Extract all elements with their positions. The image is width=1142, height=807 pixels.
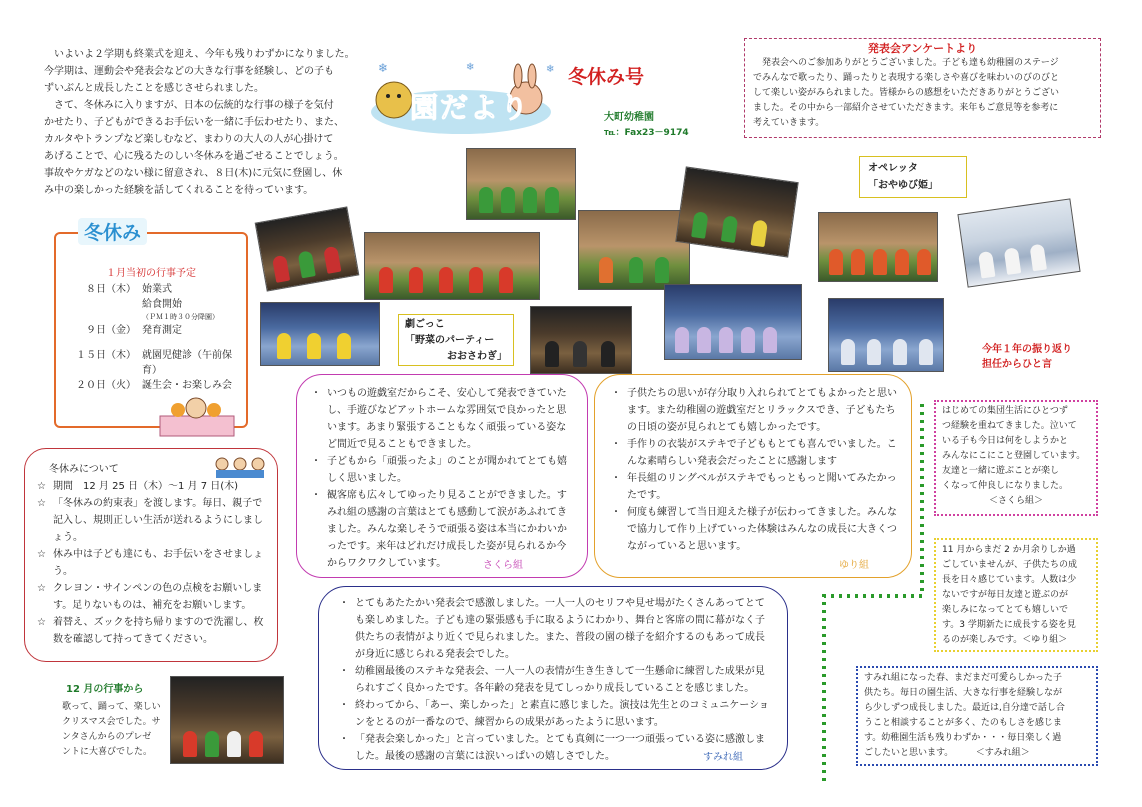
review-heading-line: 担任からひと言: [982, 359, 1052, 370]
schedule-row: [70, 338, 246, 348]
svg-text:❄: ❄: [466, 62, 475, 73]
photo-vegetable-costumes: [466, 148, 576, 220]
intro-line: かせたり、子どもができるお手伝いを一緒に手伝わせたり、また、: [44, 117, 344, 128]
teacher-sumire-line: 供たち。毎日の園生活、大きな行事を経験しなが: [864, 688, 1063, 698]
survey-line: 発表会へのご参加ありがとうございました。子ども達も幼稚園のステージ: [762, 58, 1059, 68]
teacher-sakura-line: いる子も今日は何をしようかと: [942, 436, 1069, 446]
teacher-yuri-line: す。3 学期新たに成長する姿を見: [942, 620, 1076, 630]
photo-hats-group: [255, 206, 360, 291]
yuri-class-label: ゆり組: [839, 560, 869, 571]
survey-comment: ・ 「発表会楽しかった」と言っていました。とても真剣に一つ一つ頑張っている姿に感激しました。最後の感謝の言葉には涙いっぱいの嬉しさでした。: [337, 731, 769, 765]
survey-intro-box: [744, 38, 1101, 138]
schedule-subtitle: １月当初の行事予定: [106, 268, 196, 279]
december-text: [62, 700, 168, 760]
sakura-survey-list: [309, 385, 575, 572]
photo-stage-wide: [664, 284, 802, 360]
photo-stage-dance: [675, 166, 798, 257]
schedule-row: ２０日（火） 誕生会・お楽しみ会: [76, 380, 232, 391]
survey-comment: ・ 手作りの衣装がステキで子どももとても喜んでいました。こんな素晴らしい発表会だったことに感謝します: [609, 436, 897, 470]
kotatsu-illustration: [152, 390, 242, 446]
december-line: ントに大喜びでした。: [62, 747, 153, 757]
teacher-sumire-line: ごしたいと思います。 ＜すみれ組＞: [864, 748, 1030, 758]
masthead-logo: [366, 60, 556, 140]
issue-title: 冬休み号: [568, 66, 645, 88]
operetta-label-line: 「おやゆび姫」: [868, 180, 938, 191]
schedule-row: （ＰＭ１時３０分降園）: [142, 313, 219, 321]
teacher-sumire-line: すみれ組になった春、まだまだ可愛らしかった子: [864, 673, 1063, 683]
survey-comment: ・ 終わってから、「あー、楽しかった」と素直に感じました。演技は先生とのコミュニケーションをとるのが一番なので、練習からの成果があったように思います。: [337, 697, 769, 731]
schedule-row: 給食開始: [142, 299, 182, 310]
play-label: [398, 314, 514, 366]
teacher-yuri-line: 楽しみになってとても嬉しいで: [942, 605, 1069, 615]
svg-text:❄: ❄: [378, 61, 389, 75]
photo-christmas-party: [170, 676, 284, 764]
teacher-sumire-box: [856, 666, 1098, 766]
schedule-table: [70, 282, 246, 393]
notes-item: ☆ 休み中は子ども達にも、お手伝いをさせましょう。: [35, 546, 267, 580]
survey-text: [753, 56, 1092, 131]
notes-item: ☆ 期間 12 月 25 日（木）～1 月 7 日(木): [35, 478, 267, 495]
photo-yellow-costumes: [260, 302, 380, 366]
sakura-class-label: さくら組: [483, 560, 523, 571]
teacher-sakura-line: くなって仲良しになりました。: [942, 481, 1069, 491]
photo-operetta-group: [818, 212, 938, 282]
teacher-sakura-box: [934, 400, 1098, 516]
intro-text: [44, 46, 364, 199]
intro-line: 事故やケガなどのない様に留意され、８日(木)に元気に登園し、休: [44, 168, 343, 179]
survey-comment: ・ とてもあたたかい発表会で感激しました。一人一人のセリフや見せ場がたくさんあってとても楽しめました。子ども達の緊張感も手に取るようにわかり、舞台と客席の間に幕がなく子供たちの表情がより近くで見られました。また、普段の園の様子を紹介するのもあって成長が身近に感じられる発表会でした。: [337, 595, 769, 663]
photo-dark-costumes: [530, 306, 632, 374]
schedule-row: １５日（木） 就園児健診（午前保育）: [76, 350, 232, 376]
notes-item: ☆ 「冬休みの約束表」を渡します。毎日、親子で記入し、規則正しい生活が送れるようにしましょう。: [35, 495, 267, 546]
survey-line: 考えていきます。: [753, 118, 825, 128]
photo-red-costumes: [364, 232, 540, 300]
intro-line: 今学期は、運動会や発表会などの大きな行事を経験し、どの子も: [44, 66, 334, 77]
december-line: クリスマス会でした。サ: [62, 717, 161, 727]
schedule-row: ８日（木） 始業式: [86, 284, 172, 295]
photo-green-costume-pair: [578, 210, 690, 290]
schedule-row: ９日（金） 発育測定: [86, 325, 182, 336]
survey-comment: ・ 何度も練習して当日迎えた様子が伝わってきました。みんなで協力して作り上げていった体験はみんなの成長に大きくつながっていると思います。: [609, 504, 897, 555]
survey-line: して楽しい姿がみられました。皆様からの感想をいただきありがとうござい: [753, 88, 1060, 98]
teacher-yuri-line: ないですが毎日友達と遊ぶのが: [942, 590, 1069, 600]
december-title: 12 月の行事から: [66, 684, 144, 695]
teacher-sakura-sign: ＜さくら組＞: [988, 496, 1043, 506]
sumire-class-label: すみれ組: [703, 752, 743, 763]
review-heading-line: 今年１年の振り返り: [982, 344, 1072, 355]
play-label-line: 劇ごっこ: [405, 319, 445, 330]
svg-text:❄: ❄: [546, 64, 555, 75]
notes-item: ☆ クレヨン・サインペンの色の点検をお願いします。足りないものは、補充をお願いします。: [35, 580, 267, 614]
teacher-sakura-line: つ経験を重ねてきました。泣いて: [942, 421, 1077, 431]
intro-line: さて、冬休みに入りますが、日本の伝統的な行事の様子を気付: [54, 100, 334, 111]
school-phone: ℡：Fax23－9174: [604, 128, 689, 138]
teacher-yuri-line: 11 月からまだ 2 か月余りしか過: [942, 545, 1076, 555]
december-line: ンタさんからのプレゼ: [62, 732, 152, 742]
notes-item: ☆ 着替え、ズックを持ち帰りますので洗濯し、枚数を確認して持ってきてください。: [35, 614, 267, 648]
logo-text: 園だより: [410, 91, 531, 124]
intro-line: ずいぶんと成長したことを感じさせられました。: [44, 83, 264, 94]
play-label-line: 「野菜のパーティー: [405, 335, 495, 346]
operetta-label-line: オペレッタ: [868, 163, 918, 174]
survey-title: 発表会アンケートより: [867, 42, 978, 55]
intro-line: いよいよ２学期も終業式を迎え、今年も残りわずかになりました。: [54, 49, 355, 60]
photo-white-costumes: [957, 198, 1080, 287]
intro-line: カルタやトランプなど楽しむなど、まわりの大人の人が心掛けて: [44, 134, 334, 145]
children-illustration: [212, 452, 272, 482]
notes-title: 冬休みについて: [49, 464, 119, 475]
teacher-sumire-line: す。幼稚園生活も残りわずか・・・毎日楽しく過: [864, 733, 1062, 743]
teacher-yuri-line: ごしていませんが、子供たちの成: [942, 560, 1078, 570]
school-name: 大町幼稚園: [604, 112, 654, 123]
play-label-line: おおさわぎ」: [447, 351, 507, 362]
sumire-survey-box: [318, 586, 788, 770]
survey-comment: ・ 年長組のリングベルがステキでもっともっと聞いてみたかったです。: [609, 470, 897, 504]
operetta-label: [859, 156, 967, 198]
survey-comment: ・ 子どもから「頑張ったよ」のことが聞かれてとても嬉しく思いました。: [309, 453, 575, 487]
survey-comment: ・ 子供たちの思いが存分取り入れられてとてもよかったと思います。また幼稚園の遊戯室だとリラックスでき、子どもたちの日頃の姿が見られとても嬉しかったです。: [609, 385, 897, 436]
teacher-yuri-line: 長を日々感じています。人数は少: [942, 575, 1077, 585]
survey-line: ました。その中から一部紹介させていただきます。来年もご意見等を参考に: [753, 103, 1059, 113]
teacher-yuri-box: [934, 538, 1098, 652]
sakura-survey-box: [296, 374, 588, 578]
teacher-sakura-line: みんなにこにこと登園しています。友達と一緒に遊ぶことが楽し: [942, 451, 1086, 476]
survey-comment: ・ いつもの遊戯室だからこそ、安心して発表できていたし、手遊びなどアットホームな雰囲気で良かったと思います。あまり緊張することもなく頑張っている姿など間近で見ることもできました。: [309, 385, 575, 453]
sumire-survey-list: [337, 595, 769, 765]
teacher-yuri-line: るのが楽しみです。＜ゆり組＞: [942, 635, 1068, 645]
photo-light-costumes: [828, 298, 944, 372]
review-heading: [982, 342, 1072, 372]
intro-line: み中の楽しかった経験を話してくれることを待っています。: [44, 185, 314, 196]
teacher-sakura-line: はじめての集団生活にひとつず: [942, 406, 1068, 416]
survey-comment: ・ 幼稚園最後のステキな発表会、一人一人の表情が生き生きして一生懸命に練習した成果が見られすごく良かったです。各年齢の発表を見てしっかり成長していることを感じました。: [337, 663, 769, 697]
survey-comment: ・ 観客席も広々してゆったり見ることができました。すみれ組の感謝の言葉はとても感動して涙があふれてきました。みんな楽しそうで頑張る姿は本当にかわいかったです。来年はどれだけ成長した姿が見られるか今からワクワクしています。: [309, 487, 575, 572]
teacher-sumire-line: うこと相談することが多く、たのもしさを感じま: [864, 718, 1062, 728]
survey-line: でみんなで歌ったり、踊ったりと表現する楽しさや喜びを味わいのびのびと: [753, 73, 1060, 83]
intro-line: あげることで、心に残るたのしい冬休みを過ごせることでしょう。: [44, 151, 344, 162]
december-line: 歌って、踊って、楽しい: [62, 702, 161, 712]
teacher-sumire-line: ら少しずつ成長しました。最近は,自分達で話し合: [864, 703, 1065, 713]
winter-title: 冬休み: [78, 218, 147, 245]
notes-list: [35, 478, 267, 648]
